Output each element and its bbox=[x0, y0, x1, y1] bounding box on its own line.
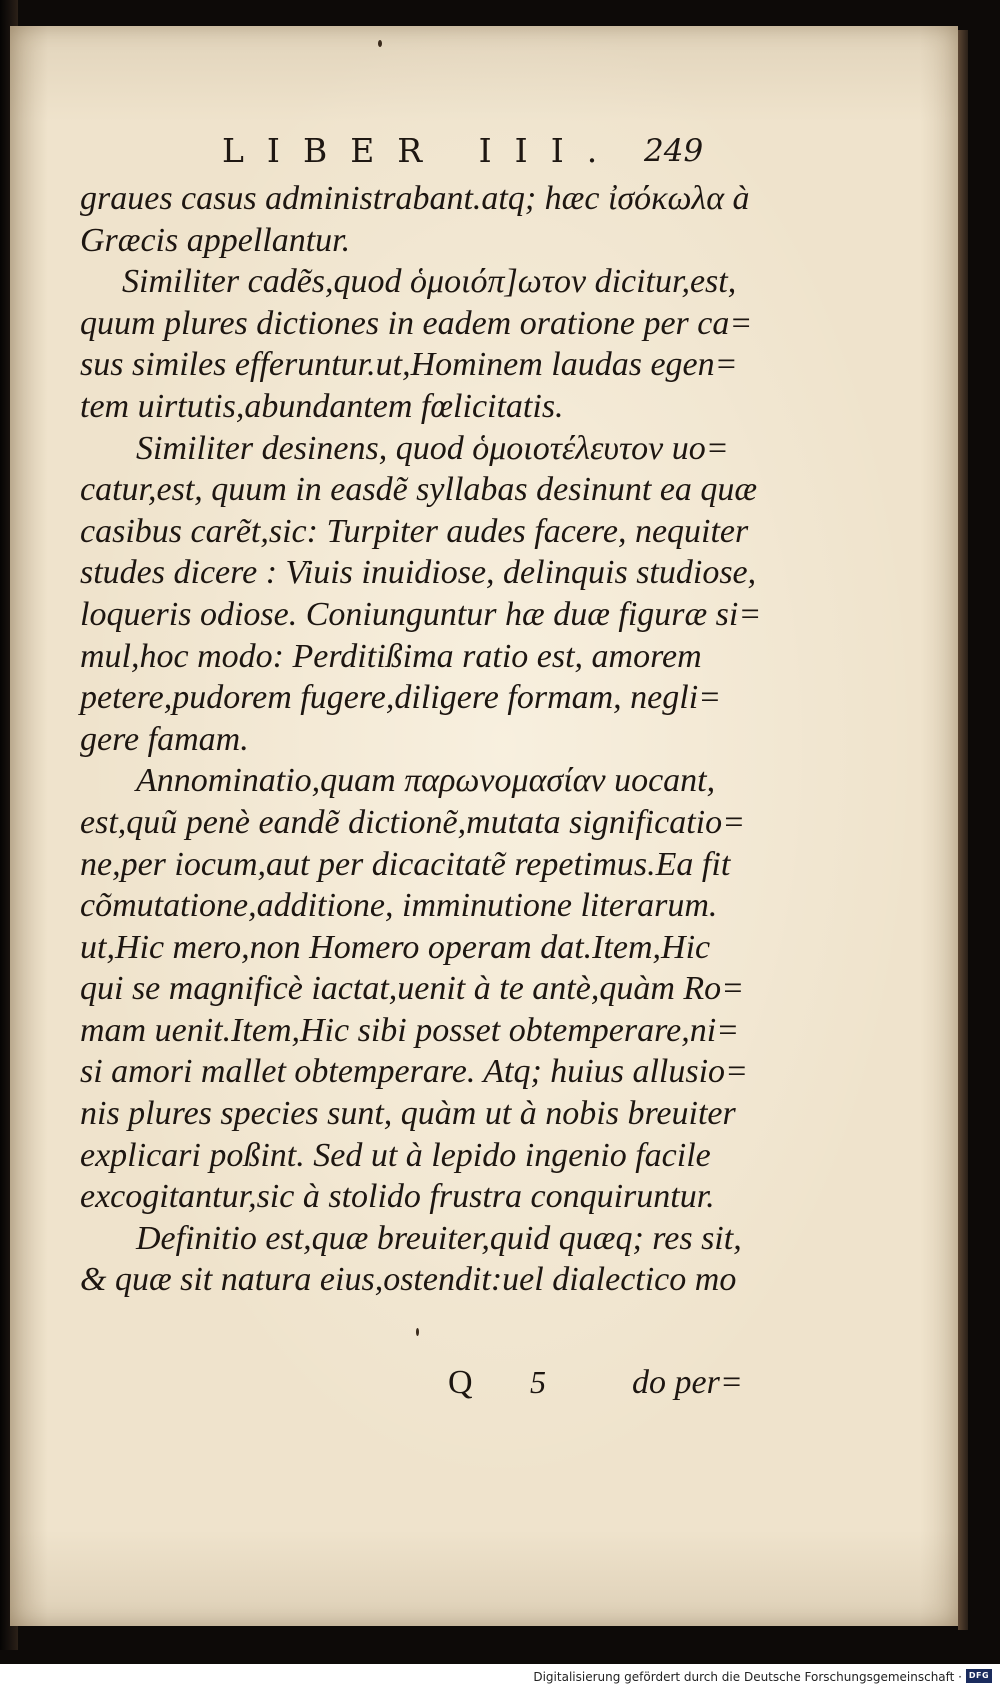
text-line: ne,per iocum,aut per dicacitatẽ repetimus.Ea fit bbox=[80, 845, 731, 883]
text-line: Græcis appellantur. bbox=[80, 221, 351, 259]
text-line: sus similes efferuntur.ut,Hominem laudas egen= bbox=[80, 346, 738, 384]
signature-number: 5 bbox=[530, 1364, 546, 1400]
page-number: 249 bbox=[644, 133, 704, 169]
text-line: qui se magnificè iactat,uenit à te antè,quàm Ro= bbox=[80, 970, 745, 1008]
text-line: & quæ sit natura eius,ostendit:uel dialectico mo bbox=[80, 1261, 737, 1299]
text-line: catur,est, quum in easdẽ syllabas desinunt ea quæ bbox=[80, 471, 758, 509]
text-line: petere,pudorem fugere,diligere formam, negli= bbox=[80, 679, 722, 717]
text-line: quum plures dictiones in eadem oratione per ca= bbox=[80, 304, 753, 342]
signature-mark: Q bbox=[448, 1364, 473, 1401]
text-line: studes dicere : Viuis inuidiose, delinquis studiose, bbox=[80, 554, 757, 592]
text-line: Similiter desinens, quod ὁμοιοτέλευτον uo= bbox=[136, 429, 729, 467]
funding-credit: Digitalisierung gefördert durch die Deutsche Forschungsgemeinschaft · bbox=[533, 1670, 962, 1684]
text-line: Annominatio,quam παρωνομασίαν uocant, bbox=[136, 762, 716, 800]
text-line: mam uenit.Item,Hic sibi posset obtemperare,ni= bbox=[80, 1011, 740, 1049]
text-line: gere famam. bbox=[80, 720, 249, 758]
text-line: Definitio est,quæ breuiter,quid quæq; res sit, bbox=[136, 1219, 742, 1257]
page-foot bbox=[10, 1364, 958, 1408]
page-edge bbox=[958, 30, 968, 1630]
text-line: graues casus administrabant.atq; hæc ἰσόκωλα à bbox=[80, 180, 750, 217]
ink-speck bbox=[416, 1328, 419, 1336]
catchword: do per= bbox=[632, 1364, 743, 1401]
text-line: casibus carẽt,sic: Turpiter audes facere, nequiter bbox=[80, 512, 749, 550]
book-page bbox=[10, 26, 958, 1626]
page-header bbox=[10, 131, 958, 179]
text-line: excogitantur,sic à stolido frustra conquiruntur. bbox=[80, 1178, 715, 1216]
text-line: cõmutatione,additione, imminutione literarum. bbox=[80, 887, 718, 925]
text-line: Similiter cadẽs,quod ὁμοιόπ]ωτον dicitur,est, bbox=[122, 263, 737, 301]
text-line: tem uirtutis,abundantem fœlicitatis. bbox=[80, 387, 564, 425]
text-line: explicari poßint. Sed ut à lepido ingenio facile bbox=[80, 1136, 711, 1174]
text-line: loqueris odiose. Coniunguntur hæ duæ figuræ si= bbox=[80, 595, 762, 633]
text-line: mul,hoc modo: Perditißima ratio est, amorem bbox=[80, 637, 702, 675]
text-line: si amori mallet obtemperare. Atq; huius allusio= bbox=[80, 1053, 748, 1091]
digitization-footer bbox=[0, 1664, 1000, 1694]
text-line: nis plures species sunt, quàm ut à nobis breuiter bbox=[80, 1095, 736, 1133]
text-line: ut,Hic mero,non Homero operam dat.Item,Hic bbox=[80, 928, 711, 966]
text-line: est,quũ penè eandẽ dictionẽ,mutata significatio= bbox=[80, 803, 746, 841]
body-text bbox=[80, 178, 762, 1301]
running-head: LIBER III. bbox=[222, 131, 621, 170]
ink-speck bbox=[378, 40, 382, 47]
dfg-logo: DFG bbox=[966, 1669, 992, 1683]
